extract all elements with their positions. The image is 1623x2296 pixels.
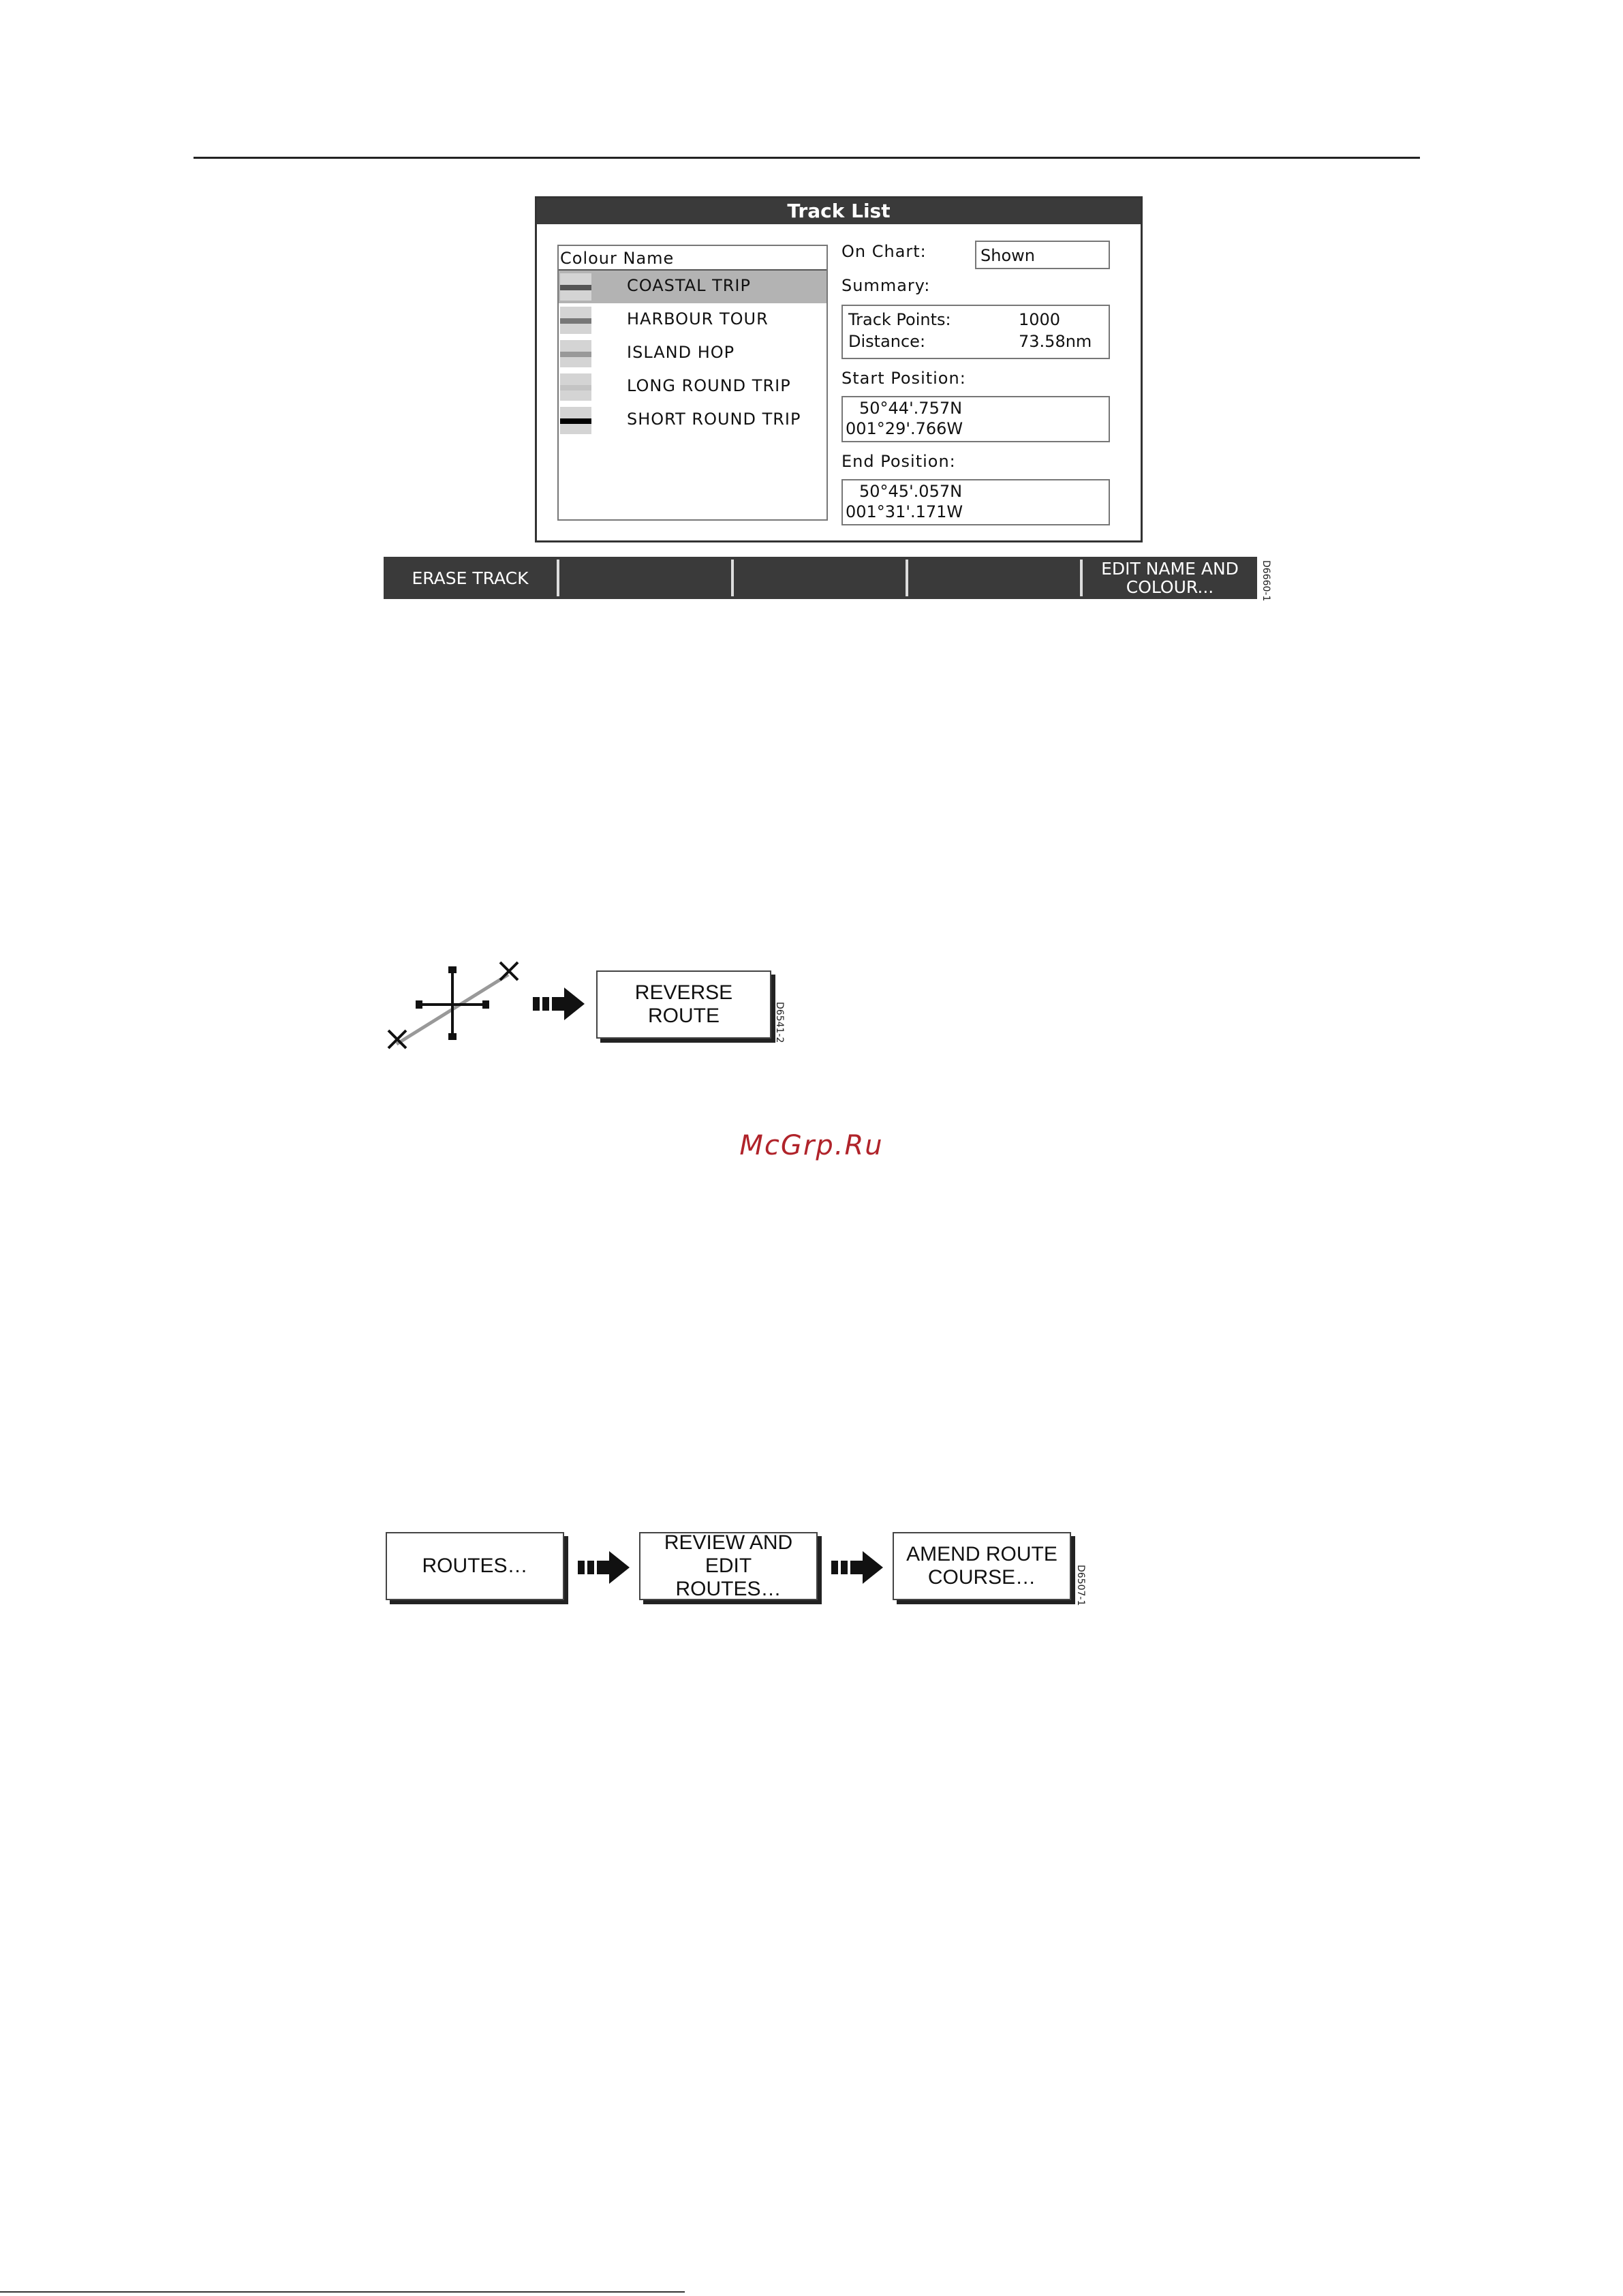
- arrow-right-icon: [531, 985, 586, 1023]
- end-position-box: [841, 479, 1110, 525]
- bottom-rule: [0, 2291, 685, 2293]
- arrow-right-icon: [576, 1548, 631, 1587]
- track-name: COASTAL TRIP: [627, 276, 751, 295]
- start-longitude: 001°29'.766W: [846, 419, 963, 438]
- track-row[interactable]: [559, 371, 826, 403]
- colour-swatch-line: [560, 418, 591, 424]
- track-points-label: Track Points:: [848, 310, 951, 329]
- end-position-label: End Position:: [841, 452, 956, 471]
- arrow-right-icon: [830, 1548, 884, 1587]
- amend-route-course-button[interactable]: [893, 1532, 1071, 1600]
- colour-swatch: [560, 307, 591, 334]
- review-edit-routes-button[interactable]: [639, 1532, 818, 1600]
- end-longitude: 001°31'.171W: [846, 502, 963, 521]
- colour-swatch: [560, 340, 591, 367]
- end-latitude: 50°45'.057N: [859, 482, 963, 501]
- track-name: HARBOUR TOUR: [627, 309, 769, 328]
- route-cursor-icon: [382, 954, 531, 1053]
- edit-softkey-line2: COLOUR...: [1126, 577, 1214, 597]
- track-row[interactable]: [559, 337, 826, 370]
- start-latitude: 50°44'.757N: [859, 399, 963, 418]
- blank-softkey-2[interactable]: [559, 557, 731, 599]
- on-chart-field[interactable]: Shown: [975, 241, 1110, 269]
- amend-line1: AMEND ROUTE: [906, 1543, 1057, 1565]
- blank-softkey-3[interactable]: [734, 557, 906, 599]
- review-line1: REVIEW AND EDIT: [664, 1531, 793, 1577]
- start-position-label: Start Position:: [841, 369, 966, 388]
- figure-code: D6660-1: [1261, 560, 1271, 602]
- amend-line2: COURSE…: [927, 1566, 1036, 1589]
- colour-swatch: [560, 273, 591, 301]
- reverse-route-button[interactable]: REVERSE ROUTE: [596, 970, 771, 1039]
- colour-swatch-line: [560, 385, 591, 391]
- review-line2: ROUTES…: [675, 1578, 782, 1600]
- track-row[interactable]: [559, 404, 826, 437]
- flow-figure-code: D6507-1: [1075, 1565, 1086, 1606]
- distance-label: Distance:: [848, 332, 926, 351]
- track-points-value: 1000: [1019, 310, 1061, 329]
- track-name: ISLAND HOP: [627, 343, 735, 362]
- erase-track-softkey[interactable]: ERASE TRACK: [412, 568, 529, 588]
- track-row[interactable]: [559, 304, 826, 337]
- edit-softkey-line1: EDIT NAME AND: [1101, 559, 1239, 579]
- top-rule: [194, 157, 1420, 159]
- track-list-dialog: [535, 196, 1143, 542]
- colour-swatch-line: [560, 285, 591, 290]
- list-header: Colour Name: [560, 249, 675, 268]
- distance-value: 73.58nm: [1019, 332, 1092, 351]
- softkey-bar: [384, 557, 1257, 599]
- track-list: [557, 245, 828, 521]
- blank-softkey-4[interactable]: [908, 557, 1080, 599]
- start-position-box: [841, 396, 1110, 442]
- track-name: LONG ROUND TRIP: [627, 376, 791, 395]
- colour-swatch: [560, 373, 591, 401]
- colour-swatch-line: [560, 352, 591, 357]
- track-name: SHORT ROUND TRIP: [627, 410, 801, 429]
- summary-label: Summary:: [841, 276, 931, 295]
- summary-box: [841, 305, 1110, 359]
- dialog-title: Track List: [537, 198, 1141, 224]
- edit-name-colour-softkey[interactable]: [1083, 557, 1257, 599]
- reverse-figure-code: D6541-2: [774, 1002, 785, 1043]
- watermark: McGrp.Ru: [739, 1130, 884, 1161]
- track-row[interactable]: [559, 271, 826, 303]
- colour-swatch: [560, 407, 591, 434]
- colour-swatch-line: [560, 318, 591, 324]
- on-chart-label: On Chart:: [841, 242, 927, 261]
- routes-button[interactable]: ROUTES…: [386, 1532, 564, 1600]
